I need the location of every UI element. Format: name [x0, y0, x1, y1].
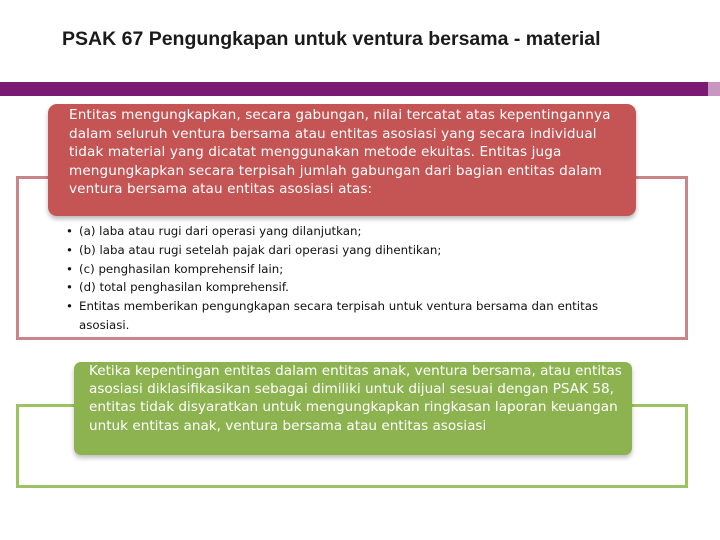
green-bracket-top-left — [16, 404, 74, 407]
bullet-item-c: • (c) penghasilan komprehensif lain; — [66, 260, 646, 279]
green-bracket-top-right — [632, 404, 688, 407]
held-for-sale-note-text: Ketika kepentingan entitas dalam entitas anak, ventura bersama, atau entitas asosiasi diklasifikasikan sebagai dimiliki untuk dijual sesuai dengan PSAK 58, entitas tidak disyaratkan untuk mengungkapkan ringkasan laporan keuangan untuk entitas anak, ventura bersama atau entitas asosiasi — [89, 363, 622, 434]
disclosure-summary-box — [48, 104, 636, 216]
bullet-item-separate: • Entitas memberikan pengungkapan secara terpisah untuk ventura bersama dan entitas asosiasi. — [66, 297, 646, 335]
accent-bar-tip — [708, 82, 720, 96]
accent-bar-main — [0, 82, 708, 96]
slide-title: PSAK 67 Pengungkapan untuk ventura bersama - material — [62, 28, 601, 50]
accent-bar — [0, 82, 720, 96]
disclosure-bullet-list — [66, 222, 646, 335]
bullet-item-d: • (d) total penghasilan komprehensif. — [66, 278, 646, 297]
held-for-sale-note-box — [74, 362, 632, 455]
red-bracket-top-left — [16, 176, 48, 179]
disclosure-summary-text: Entitas mengungkapkan, secara gabungan, nilai tercatat atas kepentingannya dalam seluruh ventura bersama atau entitas asosiasi yang secara individual tidak material yang dicatat menggunakan metode ekuitas. Entitas juga mengungkapkan secara terpisah jumlah gabungan dari bagian entitas dalam ventura bersama atau entitas asosiasi atas: — [69, 107, 611, 198]
bullet-item-a: • (a) laba atau rugi dari operasi yang dilanjutkan; — [66, 222, 646, 241]
bullet-item-b: • (b) laba atau rugi setelah pajak dari operasi yang dihentikan; — [66, 241, 646, 260]
red-bracket-top-right — [636, 176, 688, 179]
